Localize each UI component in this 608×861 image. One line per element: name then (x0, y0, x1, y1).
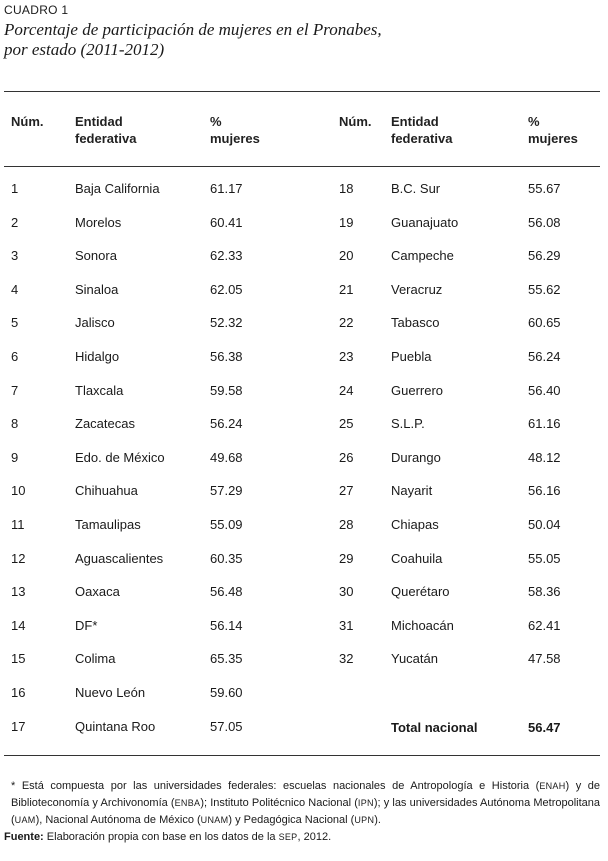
cell-entidad: Tamaulipas (75, 517, 141, 532)
cell-pct: 56.24 (528, 349, 561, 364)
cell-num: 9 (11, 450, 19, 465)
cell-pct: 56.40 (528, 383, 561, 398)
cell-num: 18 (339, 181, 354, 196)
cell-num: 31 (339, 618, 354, 633)
cell-entidad: Guanajuato (391, 215, 459, 230)
cell-num: 16 (11, 685, 26, 700)
cell-pct: 60.35 (210, 551, 243, 566)
cell-entidad: B.C. Sur (391, 181, 441, 196)
cell-entidad: Hidalgo (75, 349, 120, 364)
cell-pct: 61.16 (528, 416, 561, 431)
cell-num: 6 (11, 349, 19, 364)
cell-entidad: Baja California (75, 181, 160, 196)
cell-num: 30 (339, 584, 354, 599)
cell-pct: 50.04 (528, 517, 561, 532)
cell-num: 10 (11, 483, 26, 498)
cell-entidad: Michoacán (391, 618, 454, 633)
cell-num: 8 (11, 416, 19, 431)
cell-entidad: Tlaxcala (75, 383, 124, 398)
cell-entidad: Chiapas (391, 517, 439, 532)
cell-pct: 65.35 (210, 651, 243, 666)
cell-num: 26 (339, 450, 354, 465)
cell-entidad: DF* (75, 618, 98, 633)
cell-num: 27 (339, 483, 354, 498)
cell-num: 17 (11, 719, 26, 734)
cell-entidad: Morelos (75, 215, 122, 230)
cell-num: 12 (11, 551, 26, 566)
cell-entidad: Quintana Roo (75, 719, 156, 734)
cell-entidad: Durango (391, 450, 441, 465)
cell-num: 11 (11, 517, 25, 532)
cell-num: 15 (11, 651, 26, 666)
cell-pct: 49.68 (210, 450, 243, 465)
cell-pct: 47.58 (528, 651, 561, 666)
header-rule (4, 166, 600, 167)
total-label: Total nacional (391, 720, 478, 735)
cell-pct: 60.65 (528, 315, 561, 330)
cell-num: 7 (11, 383, 19, 398)
cell-num: 23 (339, 349, 354, 364)
cell-entidad: Sinaloa (75, 282, 119, 297)
cell-pct: 55.09 (210, 517, 243, 532)
cell-num: 5 (11, 315, 19, 330)
title-line-1: Porcentaje de participación de mujeres en el Pronabes, (4, 20, 382, 39)
header-pct-right: % mujeres (528, 114, 578, 146)
cell-entidad: Yucatán (391, 651, 438, 666)
cell-num: 21 (339, 282, 354, 297)
cell-pct: 61.17 (210, 181, 243, 196)
cell-entidad: S.L.P. (391, 416, 425, 431)
cell-entidad: Edo. de México (75, 450, 165, 465)
cell-num: 13 (11, 584, 26, 599)
cell-num: 19 (339, 215, 354, 230)
cell-num: 24 (339, 383, 354, 398)
cell-pct: 56.29 (528, 248, 561, 263)
cell-pct: 57.05 (210, 719, 243, 734)
cell-entidad: Zacatecas (75, 416, 135, 431)
header-num-left: Núm. (11, 114, 44, 129)
cell-pct: 56.08 (528, 215, 561, 230)
cell-num: 29 (339, 551, 354, 566)
cell-pct: 59.60 (210, 685, 243, 700)
cell-entidad: Campeche (391, 248, 454, 263)
cell-pct: 55.05 (528, 551, 561, 566)
cell-num: 4 (11, 282, 19, 297)
cell-num: 20 (339, 248, 354, 263)
cell-num: 28 (339, 517, 354, 532)
cell-entidad: Jalisco (75, 315, 115, 330)
cell-pct: 59.58 (210, 383, 243, 398)
cell-pct: 60.41 (210, 215, 243, 230)
cell-num: 32 (339, 651, 354, 666)
cell-pct: 52.32 (210, 315, 243, 330)
cell-pct: 56.24 (210, 416, 243, 431)
cell-entidad: Nayarit (391, 483, 433, 498)
table-label: CUADRO 1 (4, 3, 69, 17)
top-rule (4, 91, 600, 92)
title-line-2: por estado (2011-2012) (4, 40, 165, 59)
cell-pct: 56.48 (210, 584, 243, 599)
table-notes (4, 778, 600, 846)
cell-entidad: Coahuila (391, 551, 443, 566)
cell-pct: 48.12 (528, 450, 561, 465)
cell-entidad: Veracruz (391, 282, 443, 297)
header-pct-left: % mujeres (210, 114, 260, 146)
bottom-rule (4, 755, 600, 756)
cell-pct: 62.05 (210, 282, 243, 297)
cell-num: 25 (339, 416, 354, 431)
cell-entidad: Aguascalientes (75, 551, 164, 566)
cell-pct: 56.38 (210, 349, 243, 364)
cell-entidad: Tabasco (391, 315, 440, 330)
cell-entidad: Puebla (391, 349, 432, 364)
header-entidad-left: Entidad federativa (75, 114, 137, 146)
footnote: * Está compuesta por las universidades federales: escuelas nacionales de Antropología e Historia (ENAH) y de Biblioteconomía y Archivonomía (ENBA); Instituto Politécnico Nacional (IPN); y las universidades Autónoma Metropolitana (UAM), Nacional Autónoma de México (UNAM) y Pedagógica Nacional (UPN). (11, 780, 601, 826)
table-title (4, 20, 594, 60)
source-note: Fuente: Elaboración propia con base en los datos de la SEP, 2012. (4, 831, 332, 843)
cell-pct: 58.36 (528, 584, 561, 599)
cell-entidad: Colima (75, 651, 116, 666)
cell-pct: 56.16 (528, 483, 561, 498)
cell-entidad: Querétaro (391, 584, 450, 599)
cell-pct: 56.14 (210, 618, 243, 633)
cell-num: 3 (11, 248, 19, 263)
cell-entidad: Guerrero (391, 383, 444, 398)
cell-pct: 62.41 (528, 618, 561, 633)
cell-entidad: Chihuahua (75, 483, 138, 498)
header-entidad-right: Entidad federativa (391, 114, 453, 146)
cell-entidad: Nuevo León (75, 685, 146, 700)
cell-pct: 62.33 (210, 248, 243, 263)
cell-num: 14 (11, 618, 26, 633)
cell-pct: 55.67 (528, 181, 561, 196)
total-value: 56.47 (528, 720, 561, 735)
header-num-right: Núm. (339, 114, 372, 129)
cell-entidad: Oaxaca (75, 584, 120, 599)
cell-num: 22 (339, 315, 354, 330)
cell-pct: 55.62 (528, 282, 561, 297)
cell-num: 1 (11, 181, 19, 196)
cell-num: 2 (11, 215, 19, 230)
cell-entidad: Sonora (75, 248, 117, 263)
cell-pct: 57.29 (210, 483, 243, 498)
